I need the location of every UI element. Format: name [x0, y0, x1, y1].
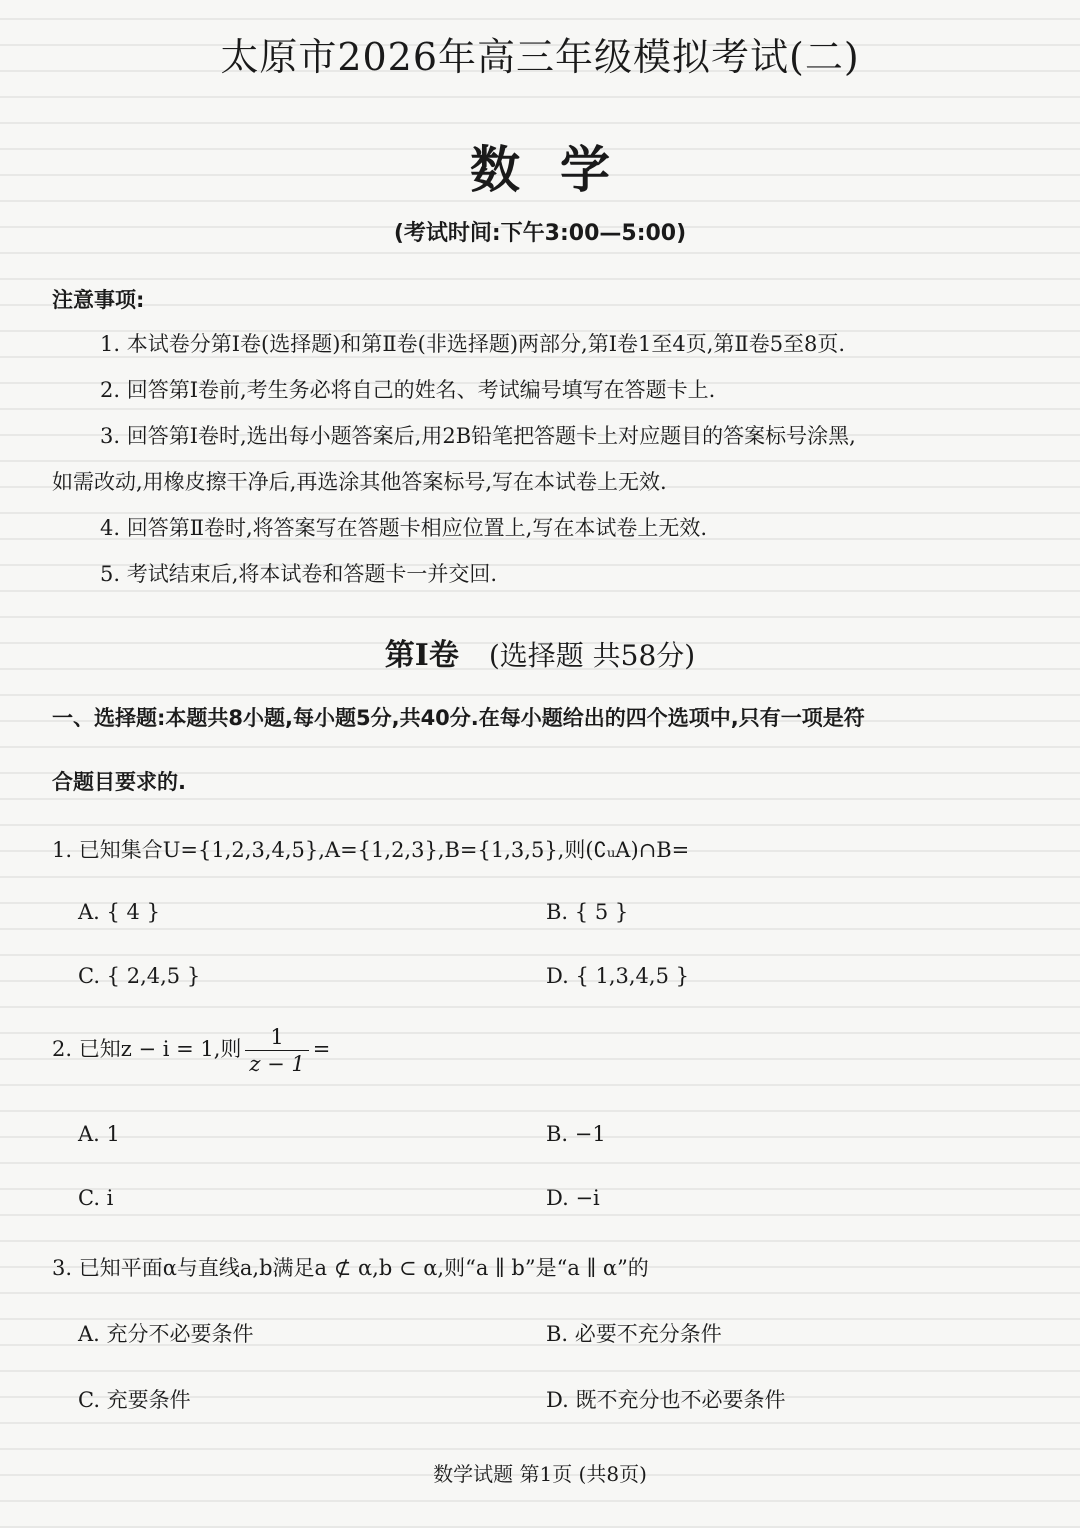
notice-item-1: 1. 本试卷分第Ⅰ卷(选择题)和第Ⅱ卷(非选择题)两部分,第Ⅰ卷1至4页,第Ⅱ卷5至8页.	[100, 332, 846, 356]
question-1-option-c: C. { 2,4,5 }	[78, 964, 201, 988]
question-3-option-b: B. 必要不充分条件	[546, 1322, 722, 1346]
question-2-option-a: A. 1	[78, 1122, 120, 1146]
question-1-option-d: D. { 1,3,4,5 }	[546, 964, 689, 988]
part-heading-line1: 一、选择题:本题共8小题,每小题5分,共40分.在每小题给出的四个选项中,只有一项是符	[52, 706, 865, 730]
exam-time: (考试时间:下午3:00—5:00)	[393, 221, 687, 246]
notice-item-4: 4. 回答第Ⅱ卷时,将答案写在答题卡相应位置上,写在本试卷上无效.	[100, 516, 708, 540]
question-2-suffix: =	[312, 1037, 331, 1061]
question-2-stem	[52, 1024, 330, 1077]
notice-item-3-cont: 如需改动,用橡皮擦干净后,再选涂其他答案标号,写在本试卷上无效.	[52, 470, 667, 494]
section-desc: (选择题 共58分)	[488, 639, 696, 672]
question-2-prefix: 2. 已知z − i = 1,则	[52, 1037, 242, 1061]
question-3-stem: 3. 已知平面α与直线a,b满足a ⊄ α,b ⊂ α,则“a ∥ b”是“a ∥ α”的	[52, 1256, 649, 1280]
question-3-option-c: C. 充要条件	[78, 1388, 191, 1412]
question-2-option-d: D. −i	[546, 1186, 600, 1210]
question-3-option-d: D. 既不充分也不必要条件	[546, 1388, 786, 1412]
notice-item-3: 3. 回答第Ⅰ卷时,选出每小题答案后,用2B铅笔把答题卡上对应题目的答案标号涂黑,	[100, 424, 856, 448]
section-name: 第Ⅰ卷	[384, 638, 459, 673]
question-2-option-c: C. i	[78, 1186, 114, 1210]
question-1-option-b: B. { 5 }	[546, 900, 629, 924]
notice-item-2: 2. 回答第Ⅰ卷前,考生务必将自己的姓名、考试编号填写在答题卡上.	[100, 378, 716, 402]
page-footer: 数学试题 第1页 (共8页)	[433, 1462, 647, 1486]
subject-title: 数学	[470, 140, 650, 199]
question-1-stem: 1. 已知集合U={1,2,3,4,5},A={1,2,3},B={1,3,5},则(∁ᵤA)∩B=	[52, 838, 690, 862]
notice-title: 注意事项:	[52, 288, 145, 312]
question-1-option-a: A. { 4 }	[78, 900, 160, 924]
notice-item-5: 5. 考试结束后,将本试卷和答题卡一并交回.	[100, 562, 498, 586]
part-heading-line2: 合题目要求的.	[52, 770, 186, 794]
question-2-option-b: B. −1	[546, 1122, 606, 1146]
question-2-fraction	[245, 1024, 308, 1077]
section-heading	[0, 630, 1080, 674]
question-3-option-a: A. 充分不必要条件	[78, 1322, 254, 1346]
fraction-denominator: z − 1	[249, 1052, 305, 1076]
fraction-numerator: 1	[245, 1024, 308, 1051]
exam-title: 太原市2026年高三年级模拟考试(二)	[220, 35, 860, 79]
